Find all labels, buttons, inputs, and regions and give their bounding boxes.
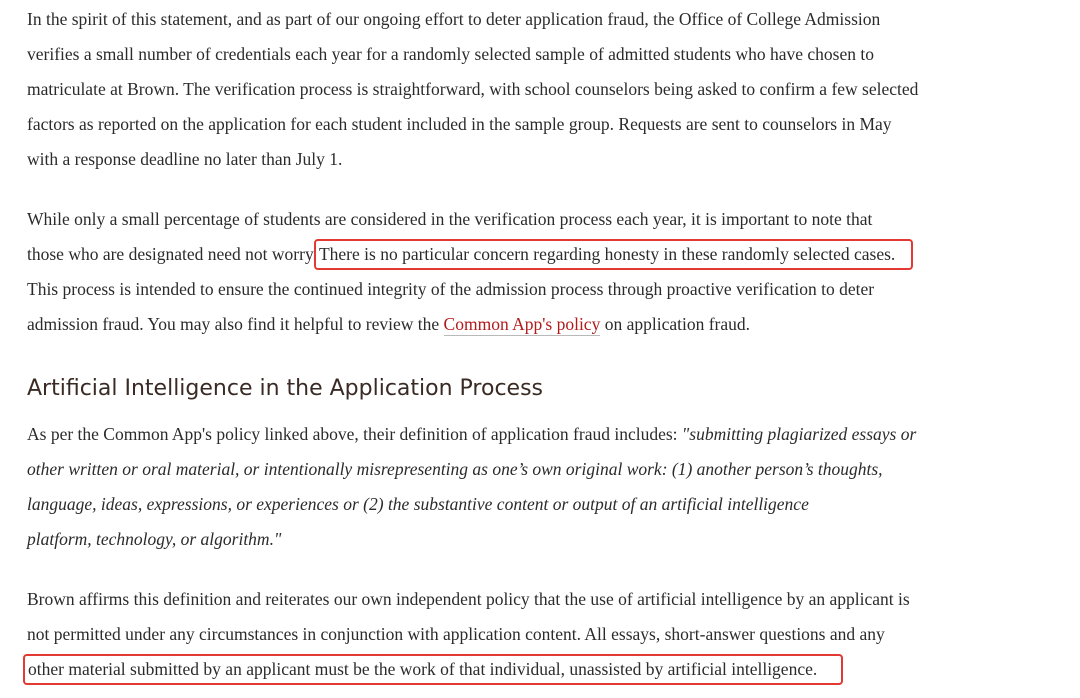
intro-paragraph — [27, 2, 1027, 177]
intro-line: verifies a small number of credentials each year for a randomly selected sample of admitted students who have chosen to — [27, 44, 874, 64]
verification-text: those who are designated need not worry. — [27, 244, 317, 264]
verification-text: admission fraud. You may also find it helpful to review the — [27, 314, 444, 334]
quoted-definition: language, ideas, expressions, or experiences or (2) the substantive content or output of an artificial intelligence — [27, 494, 809, 514]
ai-definition-text: As per the Common App's policy linked above, their definition of application fraud includes: — [27, 424, 682, 444]
affirmation-line — [27, 652, 1027, 687]
verification-line: While only a small percentage of students are considered in the verification process each year, it is important to note that — [27, 209, 873, 229]
verification-text: on application fraud. — [600, 314, 751, 334]
verification-line — [27, 307, 1027, 342]
highlighted-honesty-sentence: There is no particular concern regarding honesty in these randomly selected cases. — [314, 239, 913, 270]
intro-line: In the spirit of this statement, and as part of our ongoing effort to deter application fraud, the Office of College Admission — [27, 9, 881, 29]
ai-definition-paragraph — [27, 417, 1027, 557]
verification-line: This process is intended to ensure the continued integrity of the admission process through proactive verification to deter — [27, 279, 875, 299]
section-heading: Artificial Intelligence in the Application Process — [27, 376, 544, 401]
intro-line: with a response deadline no later than July 1. — [27, 149, 343, 169]
intro-line: matriculate at Brown. The verification process is straightforward, with school counselors being asked to confirm a few selected — [27, 79, 919, 99]
quoted-definition: "submitting plagiarized essays or — [681, 424, 917, 444]
intro-line: factors as reported on the application for each student included in the sample group. Requests are sent to counselors in May — [27, 114, 892, 134]
quoted-definition: platform, technology, or algorithm." — [27, 529, 282, 549]
quoted-definition: other written or oral material, or intentionally misrepresenting as one’s own original work: (1) another person’s thoughts, — [27, 459, 883, 479]
affirmation-line: not permitted under any circumstances in conjunction with application content. All essays, short-answer questions and any — [27, 624, 885, 644]
verification-line — [27, 237, 1027, 272]
affirmation-paragraph — [27, 582, 1027, 687]
verification-paragraph — [27, 202, 1027, 342]
common-app-policy-link[interactable]: Common App's policy — [443, 314, 601, 334]
highlighted-ai-sentence: other material submitted by an applicant must be the work of that individual, unassisted by artificial intelligence. — [23, 654, 843, 685]
affirmation-line: Brown affirms this definition and reiterates our own independent policy that the use of artificial intelligence by an applicant is — [27, 589, 910, 609]
ai-definition-line — [27, 417, 1027, 452]
